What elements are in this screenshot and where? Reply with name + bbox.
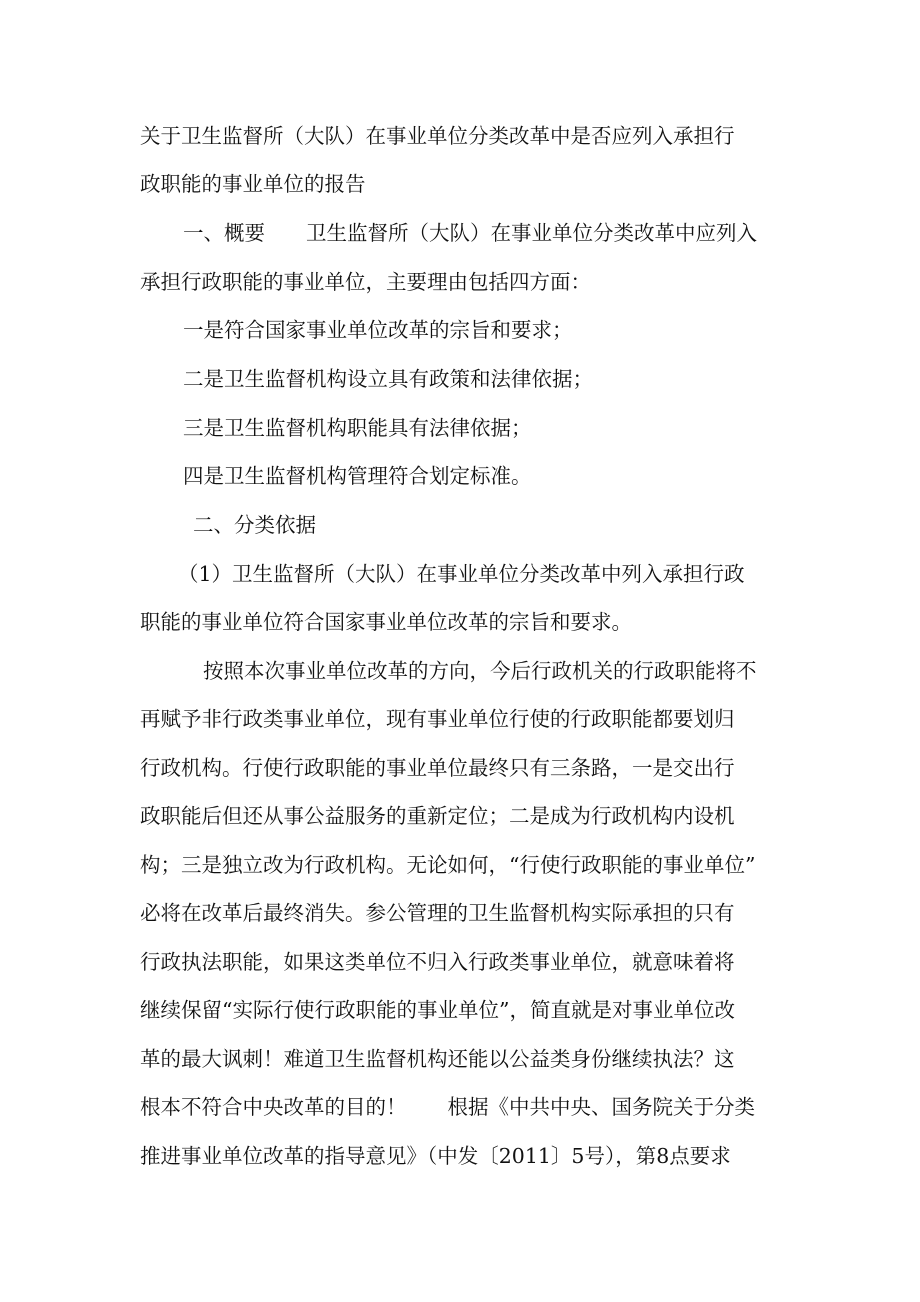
paragraph-line: 承担行政职能的事业单位，主要理由包括四方面： xyxy=(140,270,591,294)
paragraph-line: 根本不符合中央改革的目的！ 根据《中共中央、国务院关于分类 xyxy=(140,1095,755,1119)
paragraph-line: 革的最大讽刺！难道卫生监督机构还能以公益类身份继续执法？这 xyxy=(140,1047,735,1071)
paragraph-line: 二是卫生监督机构设立具有政策和法律依据； xyxy=(183,367,593,391)
section-heading: 二、分类依据 xyxy=(193,513,316,537)
paragraph-line: 一、概要 卫生监督所（大队）在事业单位分类改革中应列入 xyxy=(183,221,757,245)
paragraph-line: 继续保留“实际行使行政职能的事业单位”，简直就是对事业单位改 xyxy=(140,998,735,1022)
paragraph-line: 再赋予非行政类事业单位，现有事业单位行使的行政职能都要划归 xyxy=(140,707,735,731)
paragraph-line: 政职能后但还从事公益服务的重新定位；二是成为行政机构内设机 xyxy=(140,804,735,828)
paragraph-line: 推进事业单位改革的指导意见》（中发〔2011〕5号），第8点要求 xyxy=(140,1144,731,1168)
paragraph-line: 构；三是独立改为行政机构。无论如何，“行使行政职能的事业单位” xyxy=(140,853,756,877)
paragraph-line: 一是符合国家事业单位改革的宗旨和要求； xyxy=(183,318,573,342)
paragraph-line: 四是卫生监督机构管理符合划定标准。 xyxy=(183,464,532,488)
paragraph-line: 按照本次事业单位改革的方向，今后行政机关的行政职能将不 xyxy=(203,659,757,683)
title-line-1: 关于卫生监督所（大队）在事业单位分类改革中是否应列入承担行 xyxy=(140,124,735,148)
title-line-2: 政职能的事业单位的报告 xyxy=(140,172,366,196)
paragraph-line: （1）卫生监督所（大队）在事业单位分类改革中列入承担行政 xyxy=(178,562,745,586)
paragraph-line: 行政机构。行使行政职能的事业单位最终只有三条路，一是交出行 xyxy=(140,756,735,780)
paragraph-line: 三是卫生监督机构职能具有法律依据； xyxy=(183,416,532,440)
paragraph-line: 行政执法职能，如果这类单位不归入行政类事业单位，就意味着将 xyxy=(140,950,735,974)
paragraph-line: 必将在改革后最终消失。参公管理的卫生监督机构实际承担的只有 xyxy=(140,901,735,925)
paragraph-line: 职能的事业单位符合国家事业单位改革的宗旨和要求。 xyxy=(140,610,632,634)
